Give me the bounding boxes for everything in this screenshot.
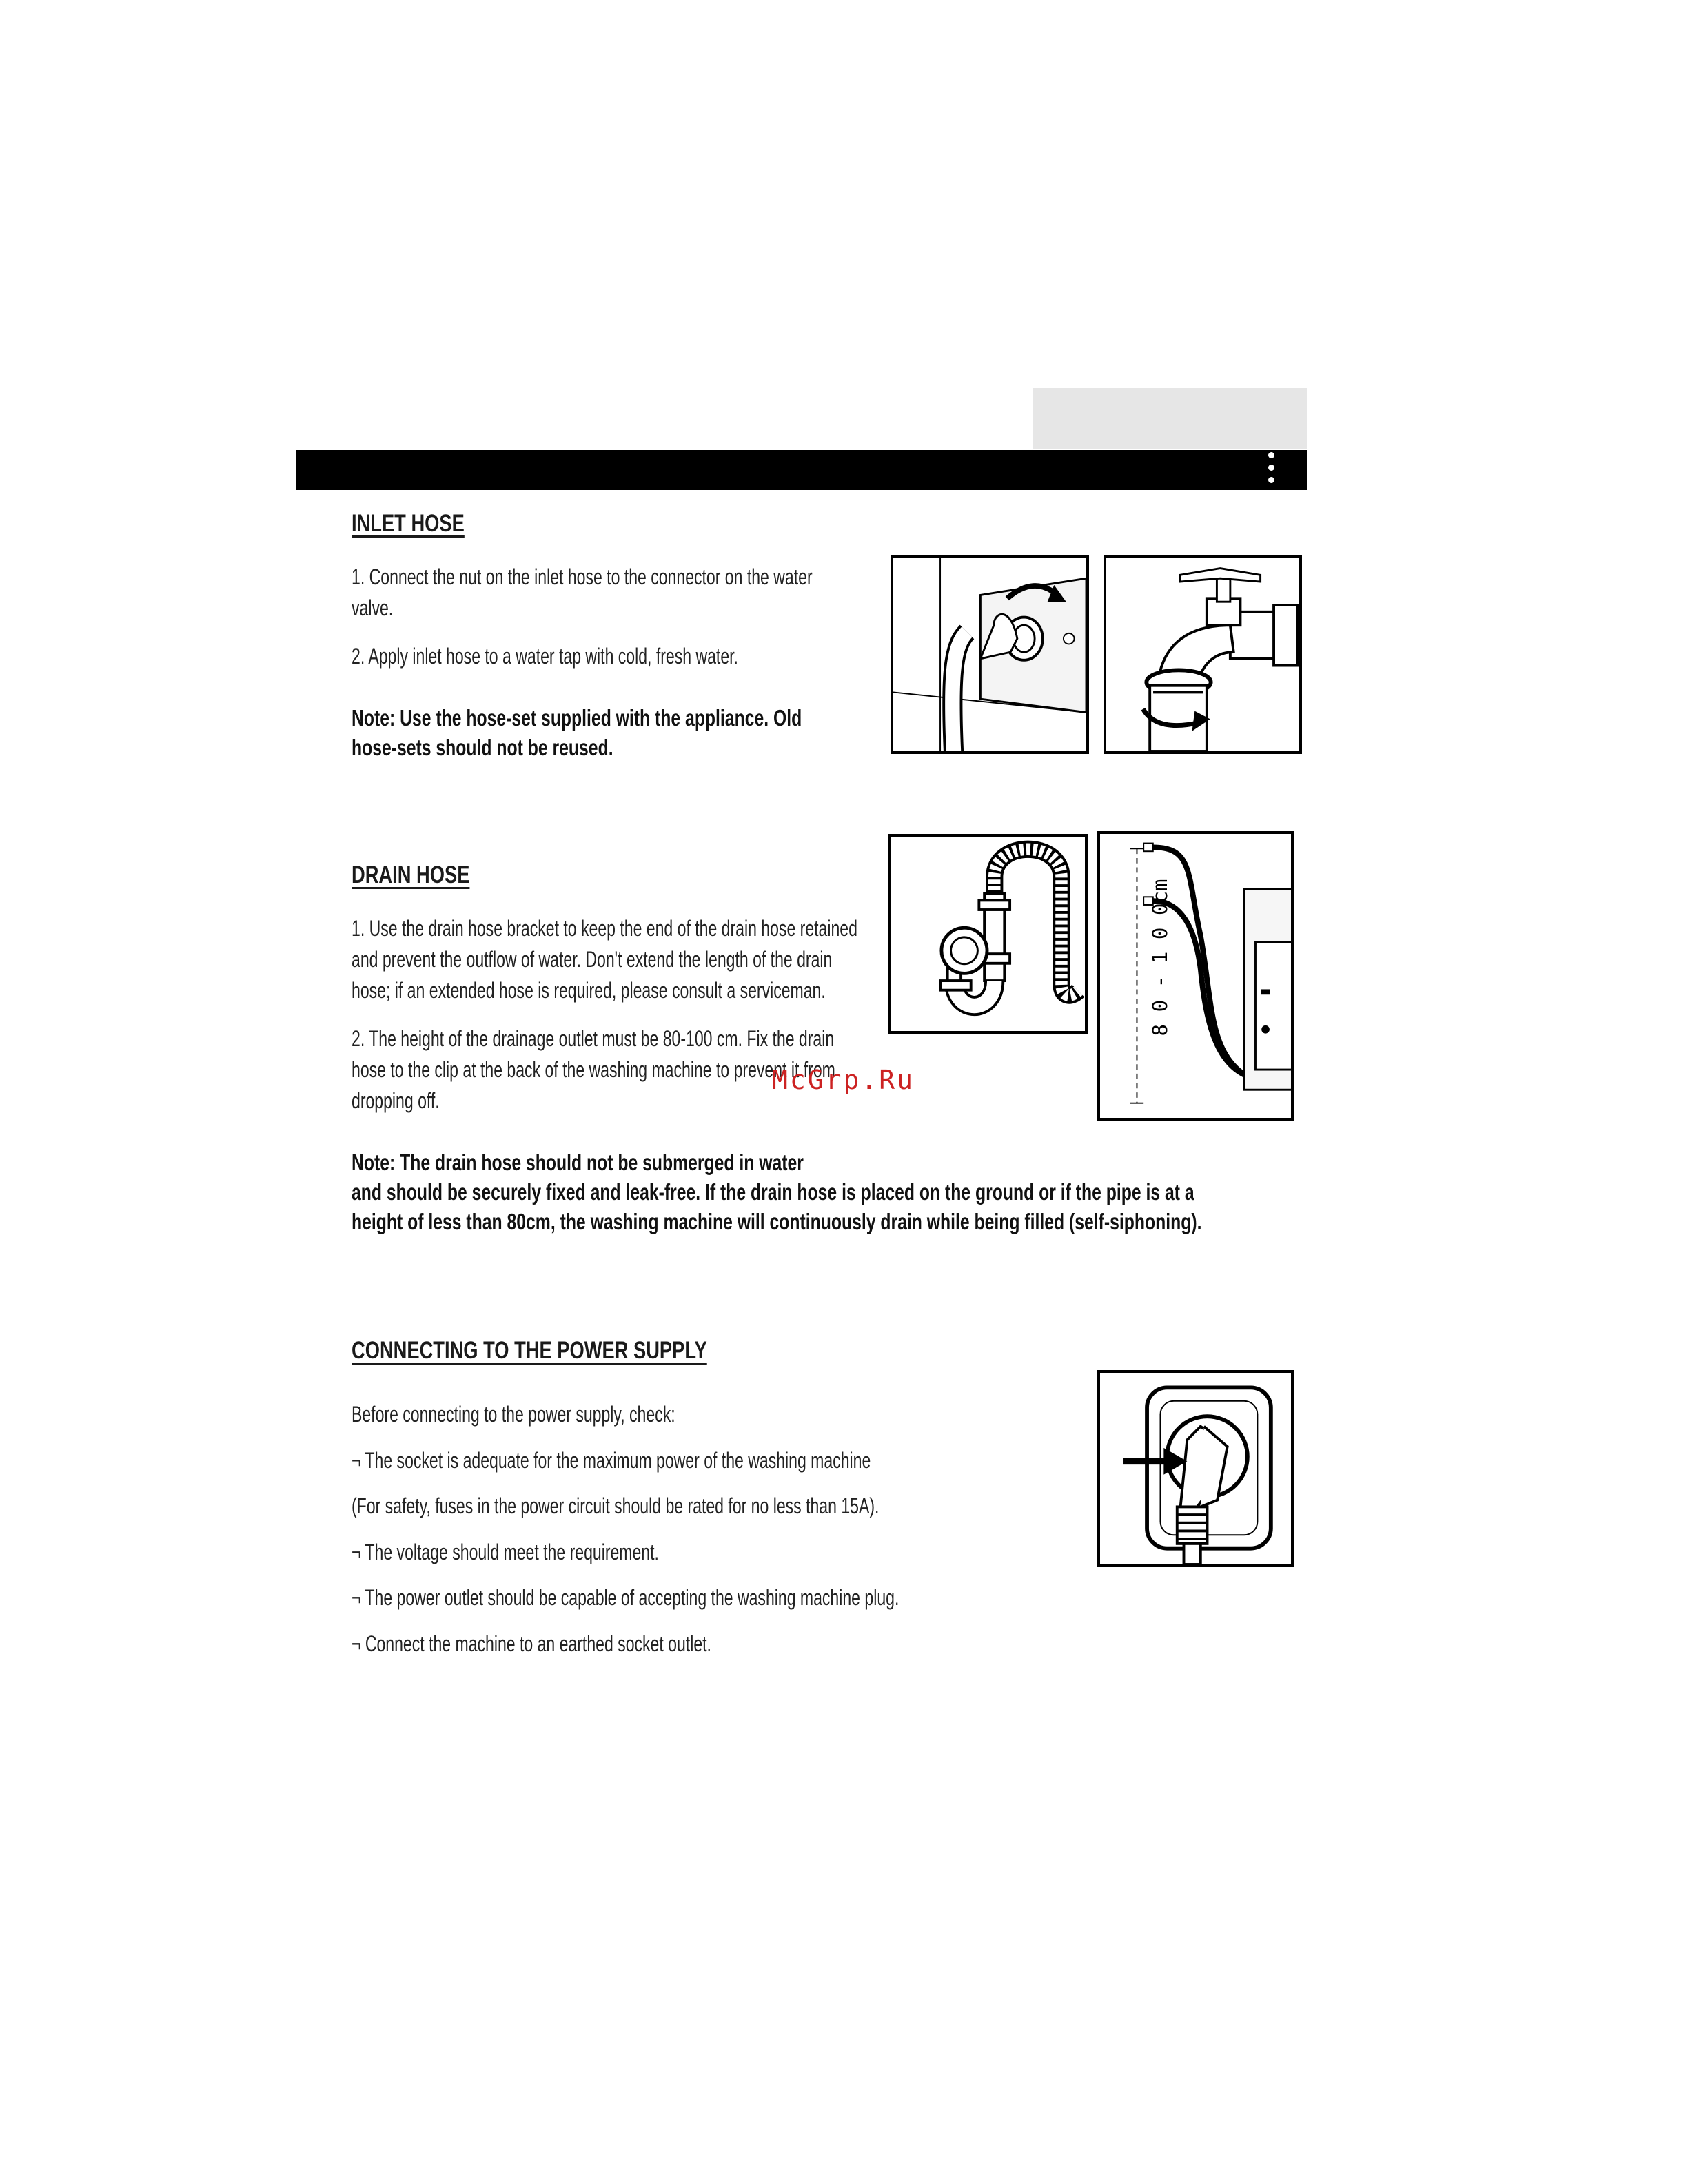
drain-step-1 (352, 913, 857, 1006)
power-item-1-sub: (For safety, fuses in the power circuit should be rated for no less than 15A). (352, 1493, 879, 1518)
drain-height-label: 8 0 - 1 0 0cm (1148, 879, 1172, 1037)
water-tap-figure (1104, 555, 1302, 754)
inlet-hose-valve-icon (893, 558, 1086, 751)
inlet-step-1 (352, 562, 813, 624)
power-plug-icon (1100, 1373, 1291, 1564)
inlet-hose-heading: INLET HOSE (352, 510, 465, 537)
power-plug-figure (1097, 1370, 1294, 1567)
inlet-step-2-line: 2. Apply inlet hose to a water tap with cold, fresh water. (352, 644, 738, 669)
section-dots-icon (1264, 452, 1278, 489)
header-tab (1033, 388, 1307, 449)
watermark: McGrp.Ru (772, 1065, 915, 1095)
drain-note-line-1: Note: The drain hose should not be submerged in water (352, 1150, 804, 1175)
inlet-valve-figure (891, 555, 1089, 754)
drain-height-figure (1097, 831, 1294, 1121)
power-item-2: ¬ The voltage should meet the requirement. (352, 1540, 659, 1564)
drain-step-2-line-2: hose to the clip at the back of the washing machine to prevent it from (352, 1057, 835, 1082)
inlet-step-1-line-1: 1. Connect the nut on the inlet hose to the connector on the water (352, 564, 813, 589)
drain-step-2 (352, 1023, 835, 1116)
inlet-note (352, 703, 802, 762)
power-item-1: ¬ The socket is adequate for the maximum power of the washing machine (352, 1448, 871, 1473)
drain-height-icon (1100, 834, 1291, 1118)
drain-step-1-line-2: and prevent the outflow of water. Don't extend the length of the drain (352, 947, 833, 972)
power-intro: Before connecting to the power supply, check: (352, 1402, 675, 1427)
power-item-4: ¬ Connect the machine to an earthed socket outlet. (352, 1631, 711, 1656)
drain-hose-heading: DRAIN HOSE (352, 861, 470, 888)
drain-siphon-figure (888, 834, 1088, 1034)
inlet-note-line-2: hose-sets should not be reused. (352, 735, 613, 760)
drain-step-1-line-1: 1. Use the drain hose bracket to keep the end of the drain hose retained (352, 916, 857, 941)
power-item-3: ¬ The power outlet should be capable of accepting the washing machine plug. (352, 1585, 899, 1610)
section-bar (296, 450, 1307, 490)
drain-note (352, 1147, 1202, 1236)
inlet-step-2 (352, 641, 738, 672)
drain-siphon-icon (891, 837, 1085, 1031)
drain-note-line-2: and should be securely fixed and leak-free. If the drain hose is placed on the ground or if the pipe is at a (352, 1179, 1194, 1205)
power-supply-heading: CONNECTING TO THE POWER SUPPLY (352, 1337, 707, 1364)
drain-step-2-line-1: 2. The height of the drainage outlet must be 80-100 cm. Fix the drain (352, 1026, 835, 1051)
inlet-step-1-line-2: valve. (352, 595, 394, 620)
drain-step-1-line-3: hose; if an extended hose is required, please consult a serviceman. (352, 978, 826, 1003)
drain-step-2-line-3: dropping off. (352, 1088, 440, 1113)
water-tap-icon (1106, 558, 1299, 751)
inlet-note-line-1: Note: Use the hose-set supplied with the appliance. Old (352, 705, 802, 731)
drain-note-line-3: height of less than 80cm, the washing machine will continuously drain while being filled (self-siphoning). (352, 1209, 1202, 1234)
